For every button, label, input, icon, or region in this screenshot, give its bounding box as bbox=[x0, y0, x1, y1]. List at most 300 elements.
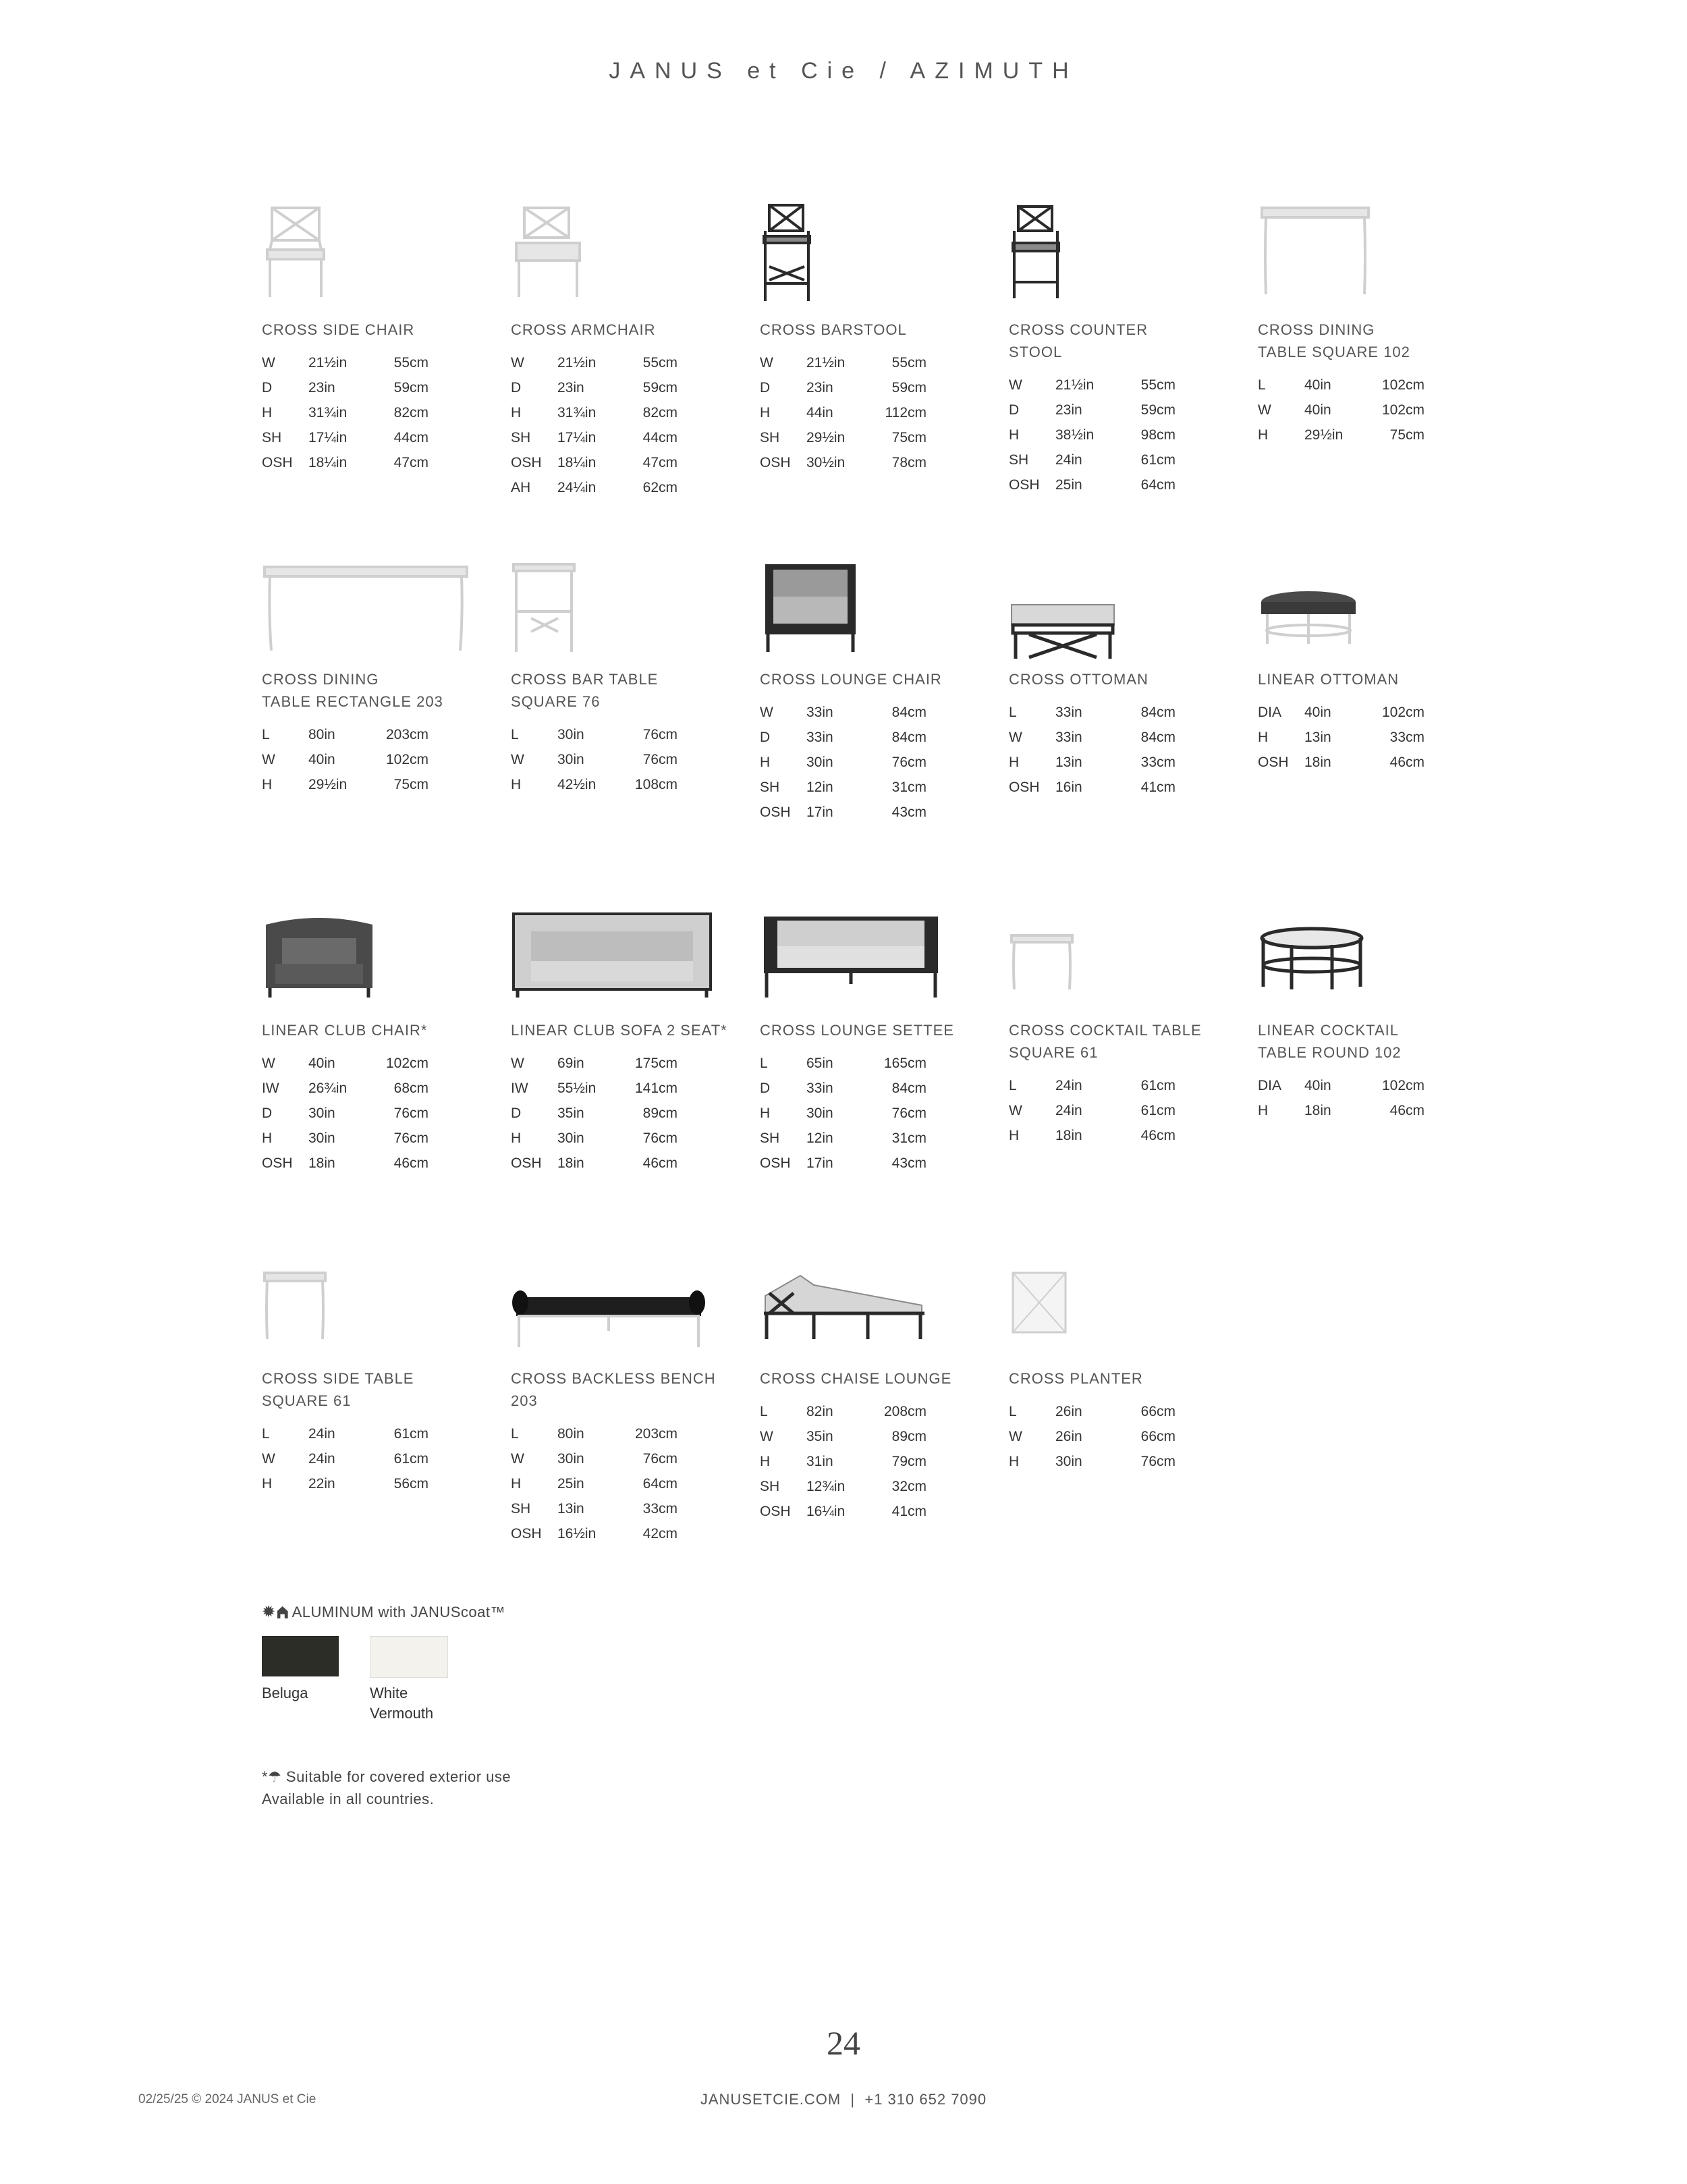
dimension-inches: 26¾in bbox=[308, 1080, 348, 1096]
linear-ottoman-image bbox=[1258, 587, 1359, 651]
dimension-cm: 55cm bbox=[642, 354, 677, 371]
dimension-cm: 102cm bbox=[385, 751, 428, 767]
dimension-key: SH bbox=[760, 429, 780, 445]
dimension-row bbox=[1258, 700, 1425, 725]
dimension-inches: 25in bbox=[1055, 476, 1082, 493]
dimension-row bbox=[1009, 775, 1176, 800]
dimension-key: IW bbox=[262, 1080, 279, 1096]
dimension-cm: 59cm bbox=[1140, 402, 1176, 418]
dimension-row bbox=[262, 1101, 428, 1126]
dimension-cm: 208cm bbox=[883, 1403, 927, 1419]
dimension-row bbox=[760, 1151, 927, 1176]
dimension-key: OSH bbox=[262, 1155, 293, 1171]
cross-barstool-image bbox=[760, 202, 814, 307]
dimension-cm: 84cm bbox=[1140, 704, 1176, 720]
dimension-key: W bbox=[511, 1055, 524, 1071]
dimension-cm: 89cm bbox=[642, 1105, 677, 1121]
dimension-row bbox=[511, 722, 677, 747]
cross-side-chair-image bbox=[262, 202, 336, 307]
product-name: CROSS COCKTAIL TABLE SQUARE 61 bbox=[1009, 1022, 1202, 1061]
dimension-row bbox=[760, 775, 927, 800]
dimension-key: L bbox=[1258, 377, 1266, 393]
dimension-key: W bbox=[1009, 377, 1022, 393]
dimension-cm: 43cm bbox=[891, 804, 927, 820]
dimension-inches: 55½in bbox=[557, 1080, 597, 1096]
dimension-inches: 30in bbox=[557, 726, 584, 742]
dimension-row bbox=[1009, 422, 1176, 447]
dimensions-table bbox=[760, 350, 927, 475]
dimension-inches: 35in bbox=[806, 1428, 833, 1444]
dimension-inches: 33in bbox=[806, 729, 833, 745]
dimension-row bbox=[760, 1499, 927, 1524]
dimensions-table bbox=[1258, 700, 1425, 775]
dimensions-table bbox=[511, 1051, 677, 1176]
dimension-key: D bbox=[511, 1105, 522, 1121]
dimension-cm: 55cm bbox=[393, 354, 428, 371]
dimension-row bbox=[1009, 1073, 1176, 1098]
dimension-key: W bbox=[511, 751, 524, 767]
swatch-beluga bbox=[262, 1636, 339, 1676]
dimension-row bbox=[511, 1101, 677, 1126]
dimension-inches: 30in bbox=[806, 1105, 833, 1121]
dimension-row bbox=[262, 400, 428, 425]
dimension-key: H bbox=[511, 1130, 522, 1146]
finish-label bbox=[262, 1602, 505, 1622]
dimension-inches: 17¼in bbox=[308, 429, 348, 445]
note-covered-use: *☂ Suitable for covered exterior use bbox=[262, 1768, 511, 1785]
dimension-row bbox=[511, 425, 677, 450]
dimension-cm: 33cm bbox=[642, 1500, 677, 1517]
dimension-cm: 61cm bbox=[1140, 1102, 1176, 1118]
dimension-key: H bbox=[511, 776, 522, 792]
cross-side-table-image bbox=[262, 1269, 329, 1346]
dimension-inches: 33in bbox=[1055, 729, 1082, 745]
dimension-row bbox=[262, 1446, 428, 1471]
dimension-row bbox=[511, 350, 677, 375]
dimension-key: H bbox=[1009, 754, 1020, 770]
dimension-key: OSH bbox=[760, 804, 791, 820]
dimension-cm: 46cm bbox=[1140, 1127, 1176, 1143]
dimension-inches: 23in bbox=[806, 379, 833, 395]
dimension-row bbox=[262, 1076, 428, 1101]
dimension-cm: 46cm bbox=[1389, 1102, 1425, 1118]
cross-backless-bench-image bbox=[511, 1282, 707, 1353]
dimension-key: W bbox=[262, 1450, 275, 1467]
dimension-cm: 78cm bbox=[891, 454, 927, 470]
dimension-inches: 24in bbox=[308, 1425, 335, 1442]
dimension-key: H bbox=[760, 1105, 771, 1121]
dimension-key: H bbox=[262, 404, 273, 420]
notes bbox=[262, 1766, 511, 1810]
dimension-cm: 33cm bbox=[1389, 729, 1425, 745]
cross-bar-table-image bbox=[511, 560, 578, 658]
dimension-cm: 66cm bbox=[1140, 1403, 1176, 1419]
dimension-key: H bbox=[262, 1475, 273, 1492]
dimension-inches: 35in bbox=[557, 1105, 584, 1121]
dimension-key: L bbox=[262, 726, 270, 742]
dimension-row bbox=[262, 425, 428, 450]
dimension-cm: 47cm bbox=[393, 454, 428, 470]
dimensions-table bbox=[262, 1421, 428, 1496]
dimension-row bbox=[262, 747, 428, 772]
dimension-cm: 64cm bbox=[1140, 476, 1176, 493]
dimension-cm: 75cm bbox=[891, 429, 927, 445]
dimension-cm: 55cm bbox=[891, 354, 927, 371]
dimension-inches: 31in bbox=[806, 1453, 833, 1469]
dimension-cm: 76cm bbox=[891, 754, 927, 770]
dimension-inches: 17¼in bbox=[557, 429, 597, 445]
cross-dining-table-square-image bbox=[1258, 202, 1373, 300]
dimension-row bbox=[511, 1126, 677, 1151]
dimension-key: W bbox=[760, 1428, 773, 1444]
dimension-row bbox=[1009, 447, 1176, 472]
dimension-cm: 98cm bbox=[1140, 427, 1176, 443]
dimension-row bbox=[760, 350, 927, 375]
product-name: CROSS DINING TABLE SQUARE 102 bbox=[1258, 321, 1410, 360]
dimension-row bbox=[262, 1126, 428, 1151]
dimension-cm: 61cm bbox=[393, 1450, 428, 1467]
dimension-cm: 46cm bbox=[642, 1155, 677, 1171]
dimension-row bbox=[760, 1399, 927, 1424]
footer-contact: JANUSETCIE.COM | +1 310 652 7090 bbox=[700, 2091, 987, 2108]
swatch-name-white-vermouth: White Vermouth bbox=[370, 1685, 434, 1722]
dimension-key: L bbox=[760, 1403, 768, 1419]
dimension-cm: 102cm bbox=[385, 1055, 428, 1071]
swatch-white-vermouth bbox=[370, 1636, 448, 1678]
dimension-inches: 18¼in bbox=[557, 454, 597, 470]
dimension-inches: 42½in bbox=[557, 776, 597, 792]
dimension-key: W bbox=[760, 354, 773, 371]
dimension-inches: 17in bbox=[806, 1155, 833, 1171]
dimension-cm: 31cm bbox=[891, 779, 927, 795]
dimension-inches: 30in bbox=[308, 1130, 335, 1146]
dimension-cm: 84cm bbox=[891, 729, 927, 745]
dimension-row bbox=[1258, 750, 1425, 775]
dimension-row bbox=[511, 400, 677, 425]
dimension-inches: 33in bbox=[806, 1080, 833, 1096]
dimension-row bbox=[262, 375, 428, 400]
dimension-key: OSH bbox=[760, 1503, 791, 1519]
dimension-key: OSH bbox=[511, 1525, 542, 1541]
dimension-row bbox=[262, 1151, 428, 1176]
dimension-row bbox=[760, 1424, 927, 1449]
dimension-row bbox=[511, 475, 677, 500]
dimension-key: D bbox=[511, 379, 522, 395]
dimension-key: H bbox=[511, 1475, 522, 1492]
dimension-cm: 175cm bbox=[634, 1055, 677, 1071]
dimension-row bbox=[1009, 1399, 1176, 1424]
dimension-inches: 13in bbox=[1055, 754, 1082, 770]
dimension-row bbox=[262, 1421, 428, 1446]
dimension-row bbox=[760, 700, 927, 725]
cross-dining-table-rectangle-image bbox=[262, 560, 471, 658]
dimension-key: W bbox=[511, 354, 524, 371]
cross-lounge-settee-image bbox=[760, 911, 942, 1002]
product-name: LINEAR OTTOMAN bbox=[1258, 671, 1400, 688]
dimension-cm: 89cm bbox=[891, 1428, 927, 1444]
dimension-inches: 31¾in bbox=[308, 404, 348, 420]
dimension-cm: 56cm bbox=[393, 1475, 428, 1492]
dimension-inches: 40in bbox=[1304, 377, 1331, 393]
dimension-key: IW bbox=[511, 1080, 528, 1096]
dimension-cm: 41cm bbox=[1140, 779, 1176, 795]
dimension-inches: 12in bbox=[806, 1130, 833, 1146]
dimension-row bbox=[511, 747, 677, 772]
dimension-cm: 102cm bbox=[1381, 402, 1425, 418]
dimensions-table bbox=[1009, 1073, 1176, 1148]
dimension-row bbox=[1009, 1424, 1176, 1449]
dimension-key: D bbox=[760, 729, 771, 745]
dimension-key: SH bbox=[511, 1500, 531, 1517]
product-name: CROSS SIDE TABLE SQUARE 61 bbox=[262, 1370, 414, 1409]
dimension-row bbox=[760, 750, 927, 775]
note-availability: Available in all countries. bbox=[262, 1791, 435, 1807]
dimension-inches: 30in bbox=[557, 1130, 584, 1146]
dimension-key: SH bbox=[760, 1130, 780, 1146]
linear-cocktail-table-image bbox=[1258, 925, 1366, 995]
dimension-key: DIA bbox=[1258, 704, 1282, 720]
dimension-cm: 61cm bbox=[1140, 1077, 1176, 1093]
dimension-key: L bbox=[262, 1425, 270, 1442]
dimension-row bbox=[511, 1076, 677, 1101]
dimensions-table bbox=[1258, 1073, 1425, 1123]
dimension-cm: 59cm bbox=[393, 379, 428, 395]
dimension-cm: 75cm bbox=[1389, 427, 1425, 443]
dimension-row bbox=[511, 1471, 677, 1496]
cross-lounge-chair-image bbox=[760, 560, 861, 658]
dimension-row bbox=[511, 450, 677, 475]
dimension-key: OSH bbox=[1258, 754, 1289, 770]
dimension-cm: 82cm bbox=[642, 404, 677, 420]
dimension-key: SH bbox=[511, 429, 531, 445]
dimension-key: L bbox=[760, 1055, 768, 1071]
dimension-row bbox=[1258, 725, 1425, 750]
dimension-inches: 33in bbox=[1055, 704, 1082, 720]
dimension-row bbox=[760, 1449, 927, 1474]
dimension-row bbox=[760, 1076, 927, 1101]
dimension-row bbox=[262, 450, 428, 475]
dimension-cm: 46cm bbox=[393, 1155, 428, 1171]
dimension-row bbox=[262, 350, 428, 375]
dimension-cm: 102cm bbox=[1381, 1077, 1425, 1093]
dimension-inches: 40in bbox=[308, 1055, 335, 1071]
dimension-key: SH bbox=[1009, 452, 1029, 468]
dimension-key: L bbox=[1009, 704, 1017, 720]
dimension-inches: 16½in bbox=[557, 1525, 597, 1541]
dimension-inches: 30in bbox=[1055, 1453, 1082, 1469]
dimension-key: SH bbox=[760, 779, 780, 795]
dimension-inches: 23in bbox=[1055, 402, 1082, 418]
dimension-cm: 76cm bbox=[393, 1130, 428, 1146]
dimension-key: L bbox=[1009, 1403, 1017, 1419]
dimension-row bbox=[511, 1521, 677, 1546]
dimension-inches: 16in bbox=[1055, 779, 1082, 795]
dimension-row bbox=[1258, 1098, 1425, 1123]
dimension-row bbox=[262, 1471, 428, 1496]
dimension-key: W bbox=[262, 751, 275, 767]
dimension-key: OSH bbox=[1009, 476, 1040, 493]
dimension-key: W bbox=[1009, 729, 1022, 745]
dimension-row bbox=[760, 1051, 927, 1076]
dimension-key: AH bbox=[511, 479, 531, 495]
dimension-row bbox=[760, 800, 927, 825]
dimension-inches: 21½in bbox=[308, 354, 348, 371]
dimension-key: H bbox=[1009, 1127, 1020, 1143]
dimension-row bbox=[1009, 1123, 1176, 1148]
dimension-inches: 18in bbox=[557, 1155, 584, 1171]
dimension-key: H bbox=[262, 1130, 273, 1146]
dimension-row bbox=[1009, 1449, 1176, 1474]
dimension-row bbox=[760, 1101, 927, 1126]
dimension-row bbox=[262, 722, 428, 747]
dimension-inches: 29½in bbox=[1304, 427, 1344, 443]
dimension-inches: 21½in bbox=[1055, 377, 1095, 393]
linear-club-sofa-image bbox=[511, 911, 713, 1002]
dimension-row bbox=[1009, 725, 1176, 750]
cross-cocktail-table-image bbox=[1009, 931, 1076, 995]
dimension-inches: 30in bbox=[557, 751, 584, 767]
dimension-inches: 12in bbox=[806, 779, 833, 795]
dimension-key: D bbox=[262, 379, 273, 395]
home-icon bbox=[277, 1606, 288, 1618]
dimension-inches: 25in bbox=[557, 1475, 584, 1492]
cross-armchair-image bbox=[511, 202, 585, 307]
dimension-cm: 64cm bbox=[642, 1475, 677, 1492]
dimensions-table bbox=[760, 700, 927, 825]
linear-club-chair-image bbox=[262, 911, 377, 1002]
finish-label-text: ALUMINUM with JANUScoat™ bbox=[292, 1604, 505, 1620]
dimension-cm: 33cm bbox=[1140, 754, 1176, 770]
dimension-inches: 44in bbox=[806, 404, 833, 420]
dimension-key: SH bbox=[262, 429, 282, 445]
dimension-inches: 26in bbox=[1055, 1428, 1082, 1444]
dimension-row bbox=[511, 772, 677, 797]
dimension-inches: 80in bbox=[308, 726, 335, 742]
dimension-cm: 44cm bbox=[642, 429, 677, 445]
dimension-key: L bbox=[1009, 1077, 1017, 1093]
dimensions-table bbox=[1009, 373, 1176, 497]
dimensions-table bbox=[1258, 373, 1425, 447]
dimension-inches: 17in bbox=[806, 804, 833, 820]
dimension-inches: 21½in bbox=[557, 354, 597, 371]
product-name: CROSS BARSTOOL bbox=[760, 321, 907, 338]
dimension-inches: 18in bbox=[1304, 1102, 1331, 1118]
dimensions-table bbox=[511, 350, 677, 500]
dimension-cm: 59cm bbox=[891, 379, 927, 395]
dimension-inches: 65in bbox=[806, 1055, 833, 1071]
dimension-inches: 22in bbox=[308, 1475, 335, 1492]
dimension-row bbox=[1258, 398, 1425, 422]
dimension-row bbox=[760, 1126, 927, 1151]
dimension-cm: 47cm bbox=[642, 454, 677, 470]
dimension-row bbox=[1258, 422, 1425, 447]
page-number: 24 bbox=[827, 2024, 860, 2062]
dimensions-table bbox=[262, 1051, 428, 1176]
product-name: CROSS ARMCHAIR bbox=[511, 321, 656, 338]
cross-planter-image bbox=[1009, 1269, 1070, 1340]
dimension-inches: 24in bbox=[1055, 1102, 1082, 1118]
dimensions-table bbox=[760, 1051, 927, 1176]
dimension-cm: 141cm bbox=[634, 1080, 677, 1096]
dimension-cm: 76cm bbox=[642, 751, 677, 767]
dimensions-table bbox=[1009, 700, 1176, 800]
dimension-cm: 66cm bbox=[1140, 1428, 1176, 1444]
dimension-cm: 76cm bbox=[393, 1105, 428, 1121]
dimension-inches: 18¼in bbox=[308, 454, 348, 470]
dimension-inches: 29½in bbox=[806, 429, 846, 445]
dimensions-table bbox=[262, 350, 428, 475]
dimension-key: H bbox=[1009, 1453, 1020, 1469]
dimension-key: W bbox=[262, 354, 275, 371]
dimension-row bbox=[1009, 398, 1176, 422]
dimension-key: L bbox=[511, 726, 519, 742]
cross-counter-stool-image bbox=[1009, 202, 1063, 307]
dimension-inches: 40in bbox=[308, 751, 335, 767]
dimension-key: H bbox=[1258, 729, 1269, 745]
dimension-cm: 41cm bbox=[891, 1503, 927, 1519]
dimensions-table bbox=[511, 722, 677, 797]
dimension-inches: 23in bbox=[557, 379, 584, 395]
dimension-cm: 31cm bbox=[891, 1130, 927, 1146]
dimension-row bbox=[1009, 373, 1176, 398]
product-name: CROSS BAR TABLE SQUARE 76 bbox=[511, 671, 659, 710]
dimension-cm: 102cm bbox=[1381, 377, 1425, 393]
dimension-inches: 30in bbox=[806, 754, 833, 770]
sun-icon: ✹ bbox=[262, 1603, 276, 1621]
dimension-cm: 79cm bbox=[891, 1453, 927, 1469]
dimension-cm: 32cm bbox=[891, 1478, 927, 1494]
dimension-row bbox=[760, 425, 927, 450]
dimension-cm: 68cm bbox=[393, 1080, 428, 1096]
dimension-cm: 84cm bbox=[891, 704, 927, 720]
dimension-row bbox=[511, 1151, 677, 1176]
dimension-inches: 30½in bbox=[806, 454, 846, 470]
dimension-inches: 26in bbox=[1055, 1403, 1082, 1419]
dimension-inches: 13in bbox=[557, 1500, 584, 1517]
dimension-cm: 203cm bbox=[385, 726, 428, 742]
dimension-row bbox=[760, 375, 927, 400]
dimension-cm: 46cm bbox=[1389, 754, 1425, 770]
dimension-key: OSH bbox=[760, 1155, 791, 1171]
dimension-key: W bbox=[1009, 1102, 1022, 1118]
dimension-inches: 24in bbox=[1055, 1077, 1082, 1093]
dimension-inches: 16¼in bbox=[806, 1503, 846, 1519]
dimension-cm: 43cm bbox=[891, 1155, 927, 1171]
dimension-inches: 18in bbox=[1055, 1127, 1082, 1143]
dimension-cm: 76cm bbox=[642, 726, 677, 742]
dimension-cm: 76cm bbox=[642, 1130, 677, 1146]
dimension-cm: 165cm bbox=[883, 1055, 927, 1071]
dimension-key: H bbox=[511, 404, 522, 420]
swatch-name-beluga: Beluga bbox=[262, 1685, 308, 1701]
dimension-inches: 40in bbox=[1304, 704, 1331, 720]
dimension-cm: 102cm bbox=[1381, 704, 1425, 720]
dimension-inches: 21½in bbox=[806, 354, 846, 371]
dimension-key: H bbox=[262, 776, 273, 792]
dimension-row bbox=[760, 400, 927, 425]
dimension-key: H bbox=[1009, 427, 1020, 443]
dimension-inches: 12¾in bbox=[806, 1478, 846, 1494]
dimension-key: D bbox=[760, 1080, 771, 1096]
dimension-row bbox=[511, 1421, 677, 1446]
product-name: CROSS PLANTER bbox=[1009, 1370, 1143, 1387]
dimension-inches: 69in bbox=[557, 1055, 584, 1071]
dimension-key: H bbox=[1258, 427, 1269, 443]
dimension-inches: 24in bbox=[308, 1450, 335, 1467]
dimension-key: OSH bbox=[511, 454, 542, 470]
dimensions-table bbox=[760, 1399, 927, 1524]
dimension-key: W bbox=[1258, 402, 1271, 418]
